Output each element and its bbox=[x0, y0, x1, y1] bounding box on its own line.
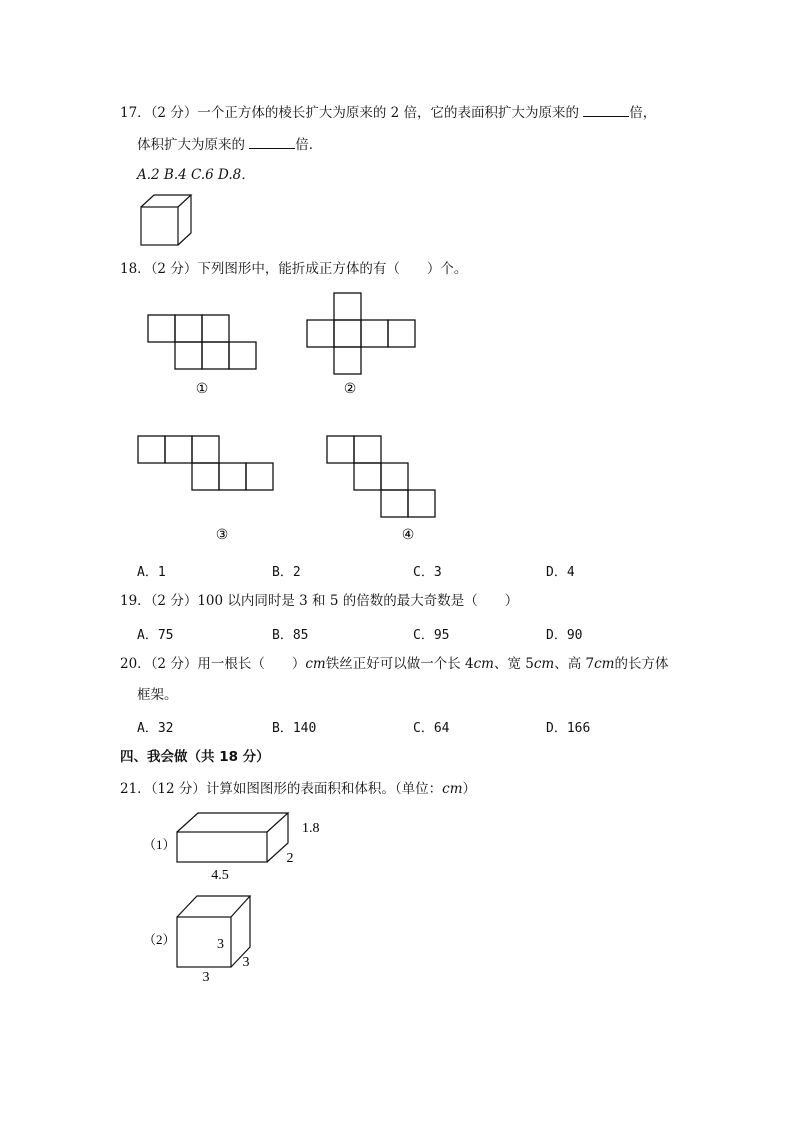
net-4 bbox=[327, 436, 435, 517]
q17-blank-2[interactable] bbox=[249, 136, 295, 149]
net-2 bbox=[307, 293, 415, 374]
q21-text-a: 计算如图图形的表面积和体积。（单位： bbox=[205, 781, 443, 797]
q17-text2: 体积扩大为原来的 bbox=[137, 137, 245, 153]
q19-stem bbox=[120, 592, 518, 610]
q21-number: 21． bbox=[120, 781, 151, 797]
q17-points: （2 分） bbox=[150, 105, 198, 121]
net-4-label: ④ bbox=[401, 528, 415, 543]
q18-option-d[interactable]: D．4 bbox=[546, 565, 575, 580]
q19-option-b[interactable]: B．85 bbox=[272, 628, 309, 643]
cuboid-height: 1.8 bbox=[302, 821, 320, 836]
cuboid-label: （1） bbox=[143, 837, 176, 852]
q17-line1 bbox=[120, 104, 656, 122]
q18-number: 18． bbox=[120, 261, 151, 277]
q18-stem bbox=[120, 260, 467, 278]
q20-option-c[interactable]: C．64 bbox=[413, 721, 450, 736]
q19-points: （2 分） bbox=[150, 593, 198, 609]
q18-points: （2 分） bbox=[150, 261, 198, 277]
q19-option-a[interactable]: A．75 bbox=[137, 628, 174, 643]
cube-width: 3 bbox=[242, 955, 250, 970]
q20-text-c: 、宽 5 bbox=[493, 656, 534, 672]
q20-option-b[interactable]: B．140 bbox=[272, 721, 317, 736]
q19-option-c[interactable]: C．95 bbox=[413, 628, 450, 643]
q17-choices: A.2 B.4 C.6 D.8． bbox=[137, 167, 255, 183]
q17-blank-1[interactable] bbox=[583, 104, 629, 117]
q17-line2 bbox=[137, 136, 322, 154]
net-3 bbox=[138, 436, 273, 490]
q21-cube-figure bbox=[140, 892, 270, 986]
q20-text-d: 、高 7 bbox=[554, 656, 595, 672]
q20-text-e: 的长方体 bbox=[614, 656, 669, 672]
q20-unit-4: cm bbox=[594, 656, 615, 672]
q19-option-d[interactable]: D．90 bbox=[546, 628, 583, 643]
q17-tail2: 倍． bbox=[295, 137, 323, 153]
q18-option-a[interactable]: A．1 bbox=[137, 565, 166, 580]
cuboid-length: 4.5 bbox=[211, 868, 229, 883]
q18-option-b[interactable]: B．2 bbox=[272, 565, 301, 580]
q21-text-b: ） bbox=[462, 781, 477, 797]
cube-label: （2） bbox=[143, 932, 176, 947]
net-2-label: ② bbox=[343, 382, 357, 397]
q18-nets-figure bbox=[130, 285, 450, 550]
q20-option-a[interactable]: A．32 bbox=[137, 721, 174, 736]
q20-option-d[interactable]: D．166 bbox=[546, 721, 591, 736]
q20-unit-1: cm bbox=[305, 656, 326, 672]
cuboid-width: 2 bbox=[286, 851, 294, 866]
q20-unit-2: cm bbox=[473, 656, 494, 672]
q20-line2: 框架。 bbox=[137, 687, 178, 703]
q20-text-a: 用一根长（ ） bbox=[197, 656, 306, 672]
q21-points: （12 分） bbox=[150, 781, 206, 797]
q21-stem bbox=[120, 780, 476, 798]
q17-text1: 一个正方体的棱长扩大为原来的 2 倍，它的表面积扩大为原来的 bbox=[197, 105, 579, 121]
q19-text: 100 以内同时是 3 和 5 的倍数的最大奇数是（ ） bbox=[197, 593, 519, 609]
q20-text-b: 铁丝正好可以做一个长 4 bbox=[325, 656, 474, 672]
q20-number: 20． bbox=[120, 656, 151, 672]
q21-unit: cm bbox=[442, 781, 463, 797]
q20-line1 bbox=[120, 655, 669, 673]
net-3-label: ③ bbox=[215, 528, 229, 543]
net-1 bbox=[148, 315, 256, 369]
q21-cuboid-figure bbox=[140, 805, 330, 885]
q18-text: 下列图形中，能折成正方体的有（ ）个。 bbox=[197, 261, 468, 277]
q17-cube-figure bbox=[138, 192, 198, 248]
q19-number: 19． bbox=[120, 593, 151, 609]
net-1-label: ① bbox=[195, 382, 209, 397]
cube-length: 3 bbox=[202, 970, 210, 985]
section-4-title: 四、我会做（共 18 分） bbox=[120, 749, 270, 765]
cube-height: 3 bbox=[217, 937, 224, 952]
q18-option-c[interactable]: C．3 bbox=[413, 565, 442, 580]
q17-number: 17． bbox=[120, 105, 151, 121]
q20-points: （2 分） bbox=[150, 656, 198, 672]
q20-unit-3: cm bbox=[533, 656, 555, 672]
q17-tail1: 倍， bbox=[629, 105, 657, 121]
